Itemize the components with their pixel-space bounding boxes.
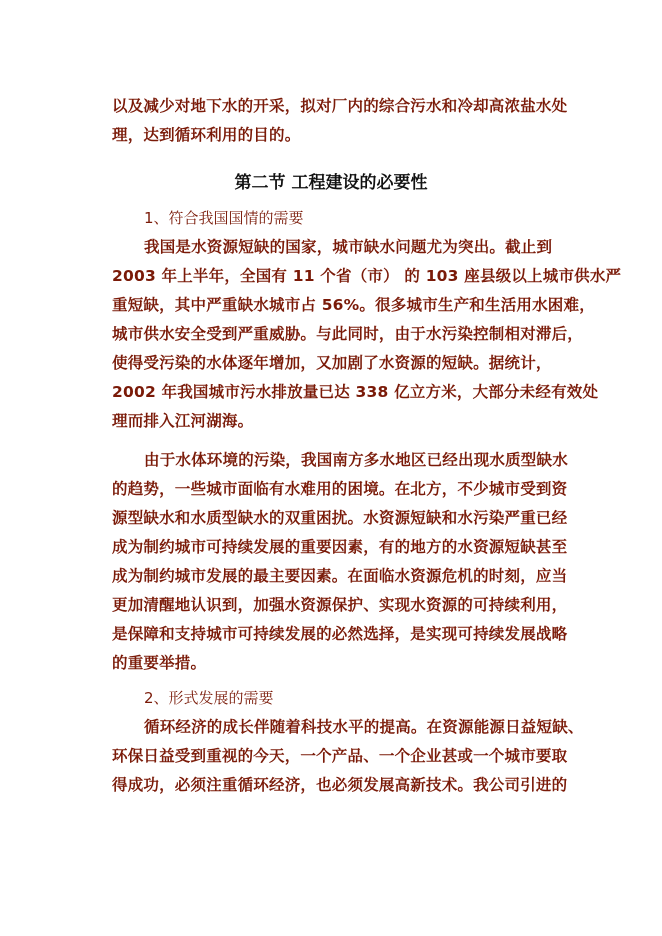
text-line: 2002 年我国城市污水排放量已达 338 亿立方米，大部分未经有效处 — [112, 383, 599, 401]
text-line: 理而排入江河湖海。 — [112, 412, 254, 430]
text-line: 理，达到循环利用的目的。 — [112, 126, 301, 144]
text-line: 使得受污染的水体逐年增加，又加剧了水资源的短缺。据统计， — [112, 354, 552, 372]
text-line: 循环经济的成长伴随着科技水平的提高。在资源能源日益短缺、 — [144, 718, 584, 736]
text-line: 环保日益受到重视的今天，一个产品、一个企业甚或一个城市要取 — [112, 747, 568, 765]
text-line: 以及减少对地下水的开采，拟对厂内的综合污水和冷却高浓盐水处 — [112, 97, 568, 115]
text-line: 得成功，必须注重循环经济，也必须发展高新技术。我公司引进的 — [112, 776, 568, 794]
subsection-title-1: 1、符合我国国情的需要 — [144, 209, 304, 227]
section-title: 第二节 工程建设的必要性 — [234, 173, 428, 193]
text-line: 是保障和支持城市可持续发展的必然选择，是实现可持续发展战略 — [112, 625, 568, 643]
text-line: 源型缺水和水质型缺水的双重困扰。水资源短缺和水污染严重已经 — [112, 509, 568, 527]
text-line: 城市供水安全受到严重威胁。与此同时，由于水污染控制相对滞后， — [112, 325, 584, 343]
text-line: 由于水体环境的污染，我国南方多水地区已经出现水质型缺水 — [144, 451, 568, 469]
text-line: 2003 年上半年，全国有 11 个省（市） 的 103 座县级以上城市供水严 — [112, 267, 622, 285]
subsection-title-2: 2、形式发展的需要 — [144, 689, 274, 707]
text-line: 成为制约城市发展的最主要因素。在面临水资源危机的时刻，应当 — [112, 567, 568, 585]
text-line: 的重要举措。 — [112, 654, 207, 672]
text-line: 重短缺，其中严重缺水城市占 56%。很多城市生产和生活用水困难， — [112, 296, 595, 314]
text-line: 更加清醒地认识到，加强水资源保护、实现水资源的可持续利用， — [112, 596, 568, 614]
text-line: 的趋势，一些城市面临有水难用的困境。在北方，不少城市受到资 — [112, 480, 568, 498]
text-line: 成为制约城市可持续发展的重要因素，有的地方的水资源短缺甚至 — [112, 538, 568, 556]
text-line: 我国是水资源短缺的国家，城市缺水问题尤为突出。截止到 — [144, 238, 553, 256]
